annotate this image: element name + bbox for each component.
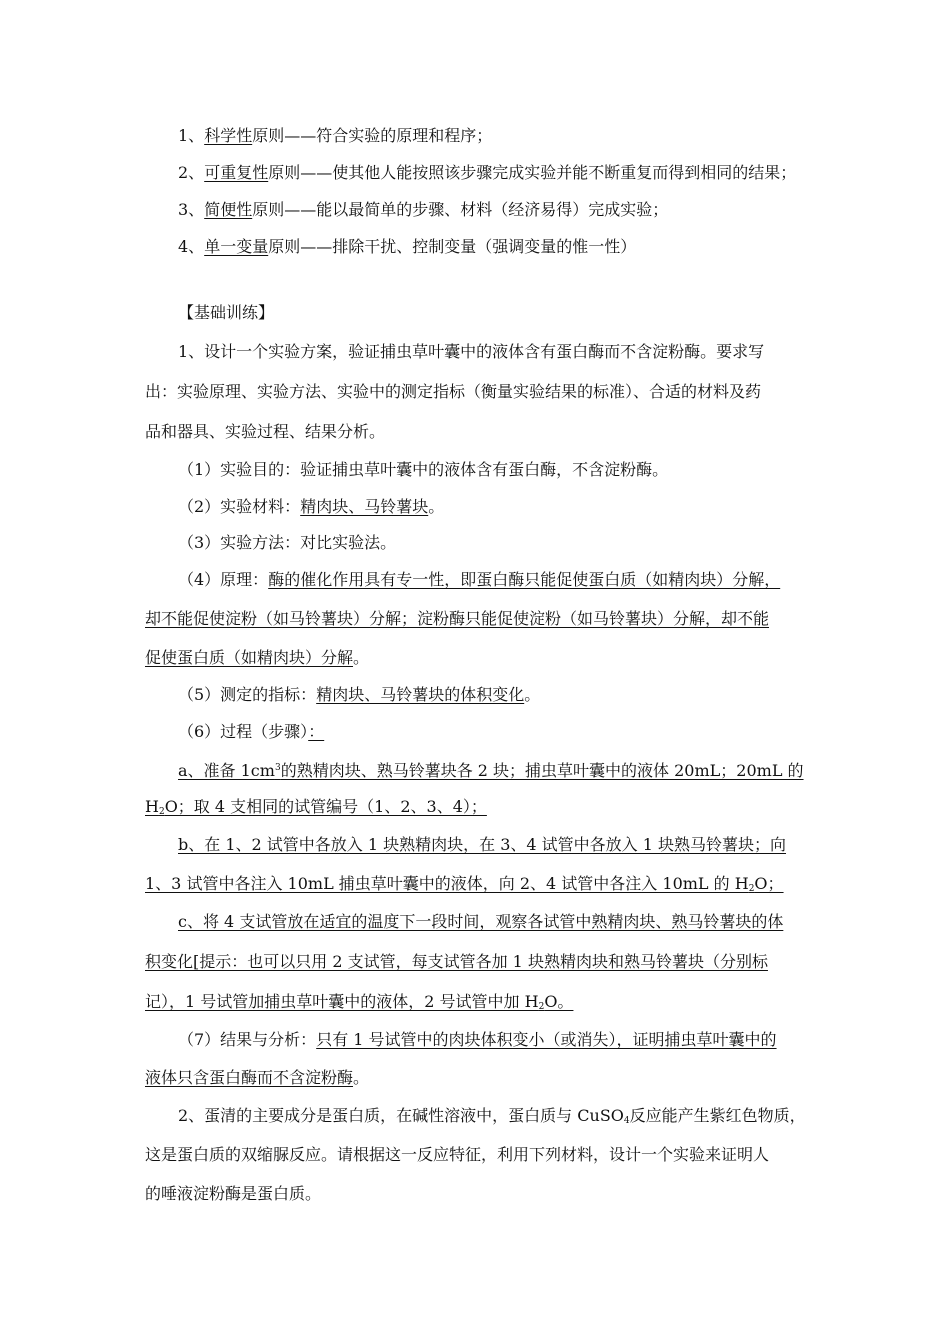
step-b-line-2 (145, 874, 784, 899)
punct: ： (308, 722, 325, 741)
answer: 只有 1 号试管中的肉块体积变小（或消失），证明捕虫草叶囊中的 (316, 1030, 777, 1049)
principle-text: 原则——符合实验的原理和程序； (252, 126, 493, 145)
label: （5）测定的指标： (178, 685, 317, 704)
text: 1、3 试管中各注入 10mL 捕虫草叶囊中的液体，向 2、4 试管中各注入 10mL 的 H (145, 874, 749, 893)
subscript: 2 (748, 884, 755, 894)
label: （4）原理： (178, 570, 269, 589)
q1-result-line-2 (145, 1068, 369, 1088)
answer: 精肉块、马铃薯块的体积变化 (316, 685, 525, 704)
label: （7）结果与分析： (178, 1030, 317, 1049)
text: O；取 4 支相同的试管编号（1、2、3、4）； (164, 797, 487, 816)
q1-index (178, 685, 540, 705)
label: （6）过程（步骤） (178, 722, 309, 741)
answer: 促使蛋白质（如精肉块）分解 (145, 648, 354, 667)
principle-number: 1、 (178, 126, 205, 145)
principle-text: 原则——能以最简单的步骤、材料（经济易得）完成实验； (252, 200, 669, 219)
step-a-line-1 (178, 758, 804, 781)
q1-line-3: 品和器具、实验过程、结果分析。 (145, 422, 386, 441)
q1-line-1: 1、设计一个实验方案，验证捕虫草叶囊中的液体含有蛋白酶而不含淀粉酶。要求写 (178, 342, 765, 361)
text: 反应能产生紫红色物质， (629, 1106, 806, 1125)
q2-line-2: 这是蛋白质的双缩脲反应。请根据这一反应特征，利用下列材料，设计一个实验来证明人 (145, 1145, 770, 1164)
text: 2、蛋清的主要成分是蛋白质，在碱性溶液中，蛋白质与 CuSO (178, 1106, 624, 1125)
section-title: 【基础训练】 (178, 303, 275, 322)
q1-principle-line-3 (145, 648, 369, 668)
subscript: 2 (538, 1002, 545, 1012)
text: 的熟精肉块、熟马铃薯块各 2 块；捕虫草叶囊中的液体 20mL；20mL 的 (280, 761, 804, 780)
q1-principle-line-1 (178, 570, 780, 590)
punct: 。 (353, 648, 370, 667)
principle-number: 4、 (178, 237, 205, 256)
q1-principle-line-2: 却不能促使淀粉（如马铃薯块）分解；淀粉酶只能促使淀粉（如马铃薯块）分解，却不能 (145, 609, 770, 628)
q1-steps-label (178, 722, 324, 742)
q1-result-line-1 (178, 1030, 777, 1050)
punct: 。 (353, 1068, 370, 1087)
principle-4 (178, 237, 636, 257)
principle-key: 科学性 (204, 126, 253, 145)
text: a、准备 1cm (178, 761, 275, 780)
q1-material (178, 497, 444, 517)
text: O。 (544, 992, 574, 1011)
q1-line-2: 出：实验原理、实验方法、实验中的测定指标（衡量实验结果的标准）、合适的材料及药 (145, 382, 762, 401)
answer: 液体只含蛋白酶而不含淀粉酶 (145, 1068, 354, 1087)
subscript: 4 (623, 1116, 630, 1126)
principle-text: 原则——使其他人能按照该步骤完成实验并能不断重复而得到相同的结果； (268, 163, 797, 182)
principle-key: 单一变量 (204, 237, 269, 256)
text: O； (754, 874, 784, 893)
q2-line-3: 的唾液淀粉酶是蛋白质。 (145, 1184, 322, 1203)
answer: 酶的催化作用具有专一性，即蛋白酶只能促使蛋白质（如精肉块）分解， (268, 570, 781, 589)
step-c-line-3 (145, 992, 573, 1017)
text: 记），1 号试管加捕虫草叶囊中的液体，2 号试管中加 H (145, 992, 539, 1011)
principle-text: 原则——排除干扰、控制变量（强调变量的惟一性） (268, 237, 637, 256)
punct: 。 (428, 497, 445, 516)
principle-3 (178, 200, 668, 220)
principle-1 (178, 126, 492, 146)
step-c-line-2: 积变化[提示：也可以只用 2 支试管，每支试管各加 1 块熟精肉块和熟马铃薯块（分别标 (145, 952, 768, 971)
text: H (145, 797, 159, 816)
step-a-line-2 (145, 797, 487, 822)
q2-line-1 (178, 1106, 806, 1131)
punct: 。 (524, 685, 541, 704)
principle-key: 简便性 (204, 200, 253, 219)
principle-number: 2、 (178, 163, 205, 182)
principle-number: 3、 (178, 200, 205, 219)
q1-goal: （1）实验目的：验证捕虫草叶囊中的液体含有蛋白酶，不含淀粉酶。 (178, 460, 669, 479)
principle-2 (178, 163, 796, 183)
q1-method: （3）实验方法：对比实验法。 (178, 533, 397, 552)
superscript: 3 (274, 763, 281, 773)
step-c-line-1: c、将 4 支试管放在适宜的温度下一段时间，观察各试管中熟精肉块、熟马铃薯块的体 (178, 912, 784, 931)
label: （2）实验材料： (178, 497, 301, 516)
answer: 精肉块、马铃薯块 (300, 497, 429, 516)
step-b-line-1: b、在 1、2 试管中各放入 1 块熟精肉块，在 3、4 试管中各放入 1 块熟马铃薯块；向 (178, 835, 787, 854)
subscript: 2 (158, 807, 165, 817)
principle-key: 可重复性 (204, 163, 269, 182)
